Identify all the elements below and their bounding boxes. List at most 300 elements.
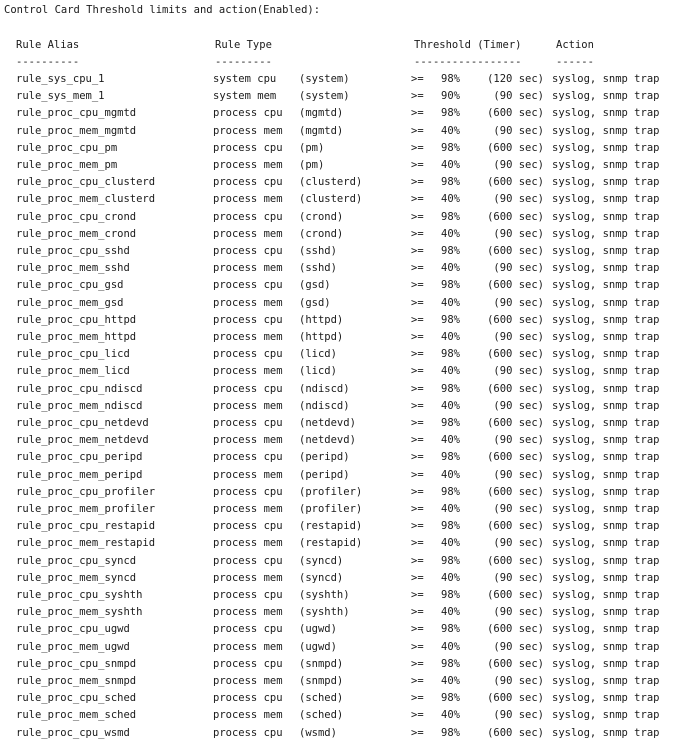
- rule-threshold-percent: 98%: [441, 176, 460, 189]
- rule-alias: rule_proc_mem_peripd: [16, 468, 143, 481]
- rule-alias: rule_proc_cpu_syncd: [16, 554, 137, 567]
- rule-process: (netdevd): [299, 417, 356, 429]
- rule-type: process cpu: [213, 417, 283, 429]
- table-row: [0, 535, 678, 552]
- table-row: [0, 346, 678, 363]
- rule-operator: >=: [411, 141, 424, 154]
- rule-alias: rule_proc_mem_pm: [16, 159, 118, 171]
- rule-process: (clusterd): [299, 193, 363, 206]
- table-row: [0, 501, 678, 518]
- rule-threshold-percent: 98%: [441, 554, 460, 567]
- rule-process: (sched): [299, 709, 344, 722]
- table-row: [0, 656, 678, 673]
- rule-type: process cpu: [213, 176, 283, 189]
- rule-type: process mem: [213, 537, 283, 550]
- rule-timer: (90 sec): [493, 503, 544, 515]
- rule-timer: (120 sec): [487, 73, 544, 85]
- rule-action: syslog, snmp trap: [552, 176, 660, 189]
- rule-type: process mem: [213, 124, 283, 137]
- rule-threshold-percent: 98%: [441, 589, 460, 601]
- rule-timer: (600 sec): [487, 726, 544, 739]
- rule-alias: rule_proc_cpu_mgmtd: [16, 107, 137, 120]
- rule-threshold-percent: 98%: [441, 520, 460, 533]
- rule-operator: >=: [411, 485, 424, 498]
- rule-timer: (90 sec): [493, 296, 544, 309]
- table-row: [0, 329, 678, 346]
- rule-process: (restapid): [299, 537, 363, 550]
- rule-timer: (90 sec): [493, 571, 544, 584]
- rule-type: process cpu: [213, 107, 283, 120]
- rule-threshold-percent: 40%: [441, 296, 460, 309]
- rule-operator: >=: [411, 451, 424, 464]
- separator-type: ---------: [215, 56, 272, 68]
- rule-timer: (90 sec): [493, 675, 544, 687]
- rule-action: syslog, snmp trap: [552, 313, 660, 326]
- rule-process: (system): [299, 73, 350, 85]
- rule-action: syslog, snmp trap: [552, 571, 660, 584]
- rule-type: process cpu: [213, 726, 283, 739]
- rule-operator: >=: [411, 90, 424, 103]
- rule-type: process mem: [213, 468, 283, 481]
- rule-threshold-percent: 40%: [441, 606, 460, 619]
- rule-threshold-percent: 98%: [441, 417, 460, 429]
- table-row: [0, 604, 678, 621]
- rule-process: (ugwd): [299, 623, 337, 636]
- rule-action: syslog, snmp trap: [552, 503, 660, 515]
- header-rule-type: Rule Type: [215, 39, 272, 51]
- rule-threshold-percent: 90%: [441, 90, 460, 103]
- rule-operator: >=: [411, 296, 424, 309]
- rule-threshold-percent: 40%: [441, 468, 460, 481]
- rule-type: process cpu: [213, 589, 283, 601]
- rule-alias: rule_proc_mem_netdevd: [16, 434, 149, 447]
- rule-action: syslog, snmp trap: [552, 141, 660, 154]
- rule-action: syslog, snmp trap: [552, 193, 660, 206]
- header-rule-alias: Rule Alias: [16, 39, 80, 51]
- rule-type: process mem: [213, 434, 283, 447]
- rule-alias: rule_proc_cpu_sshd: [16, 245, 130, 257]
- rule-threshold-percent: 98%: [441, 279, 460, 292]
- rule-process: (snmpd): [299, 657, 344, 670]
- table-row: [0, 587, 678, 604]
- rule-timer: (90 sec): [493, 537, 544, 550]
- rule-process: (sshd): [299, 262, 337, 275]
- rule-process: (crond): [299, 210, 344, 223]
- rule-type: process mem: [213, 227, 283, 240]
- table-row: [0, 123, 678, 140]
- rule-action: syslog, snmp trap: [552, 520, 660, 533]
- rule-threshold-percent: 98%: [441, 245, 460, 257]
- rule-action: syslog, snmp trap: [552, 348, 660, 361]
- rule-timer: (600 sec): [487, 348, 544, 361]
- rule-operator: >=: [411, 434, 424, 447]
- rule-operator: >=: [411, 520, 424, 533]
- rule-alias: rule_proc_cpu_httpd: [16, 313, 137, 326]
- table-row: [0, 157, 678, 174]
- rule-operator: >=: [411, 193, 424, 206]
- rule-timer: (600 sec): [487, 417, 544, 429]
- rule-action: syslog, snmp trap: [552, 399, 660, 412]
- table-row: [0, 209, 678, 226]
- rule-timer: (600 sec): [487, 451, 544, 464]
- separator-action: ------: [556, 56, 594, 68]
- rule-timer: (600 sec): [487, 623, 544, 636]
- rule-timer: (90 sec): [493, 365, 544, 378]
- rule-type: process mem: [213, 606, 283, 619]
- rule-process: (pm): [299, 159, 325, 171]
- rule-action: syslog, snmp trap: [552, 537, 660, 550]
- rule-process: (gsd): [299, 279, 331, 292]
- rule-action: syslog, snmp trap: [552, 73, 660, 85]
- rule-type: process mem: [213, 399, 283, 412]
- rule-process: (licd): [299, 348, 337, 361]
- table-row: [0, 690, 678, 707]
- table-row: [0, 467, 678, 484]
- rule-alias: rule_proc_mem_licd: [16, 365, 130, 378]
- rule-type: process mem: [213, 640, 283, 653]
- rule-threshold-percent: 40%: [441, 193, 460, 206]
- rule-threshold-percent: 98%: [441, 485, 460, 498]
- table-header: [0, 37, 678, 54]
- rule-alias: rule_proc_cpu_snmpd: [16, 657, 137, 670]
- page-title: Control Card Threshold limits and action(Enabled):: [4, 4, 321, 16]
- rule-timer: (600 sec): [487, 657, 544, 670]
- rule-threshold-percent: 98%: [441, 382, 460, 395]
- rule-type: process cpu: [213, 348, 283, 361]
- table-row: [0, 725, 678, 742]
- table-row: [0, 432, 678, 449]
- rule-type: process mem: [213, 709, 283, 722]
- rule-process: (clusterd): [299, 176, 363, 189]
- rule-threshold-percent: 40%: [441, 537, 460, 550]
- rule-operator: >=: [411, 589, 424, 601]
- table-row: [0, 105, 678, 122]
- rule-threshold-percent: 98%: [441, 73, 460, 85]
- rule-process: (ndiscd): [299, 399, 350, 412]
- table-row: [0, 295, 678, 312]
- rule-operator: >=: [411, 159, 424, 171]
- table-row: [0, 518, 678, 535]
- rule-action: syslog, snmp trap: [552, 245, 660, 257]
- rule-operator: >=: [411, 245, 424, 257]
- rule-type: process cpu: [213, 451, 283, 464]
- rule-action: syslog, snmp trap: [552, 709, 660, 722]
- rule-timer: (600 sec): [487, 692, 544, 705]
- rule-threshold-percent: 40%: [441, 124, 460, 137]
- table-row: [0, 707, 678, 724]
- table-row: [0, 226, 678, 243]
- rule-threshold-percent: 98%: [441, 623, 460, 636]
- rule-threshold-percent: 98%: [441, 107, 460, 120]
- rule-operator: >=: [411, 606, 424, 619]
- table-row: [0, 71, 678, 88]
- rule-alias: rule_proc_mem_clusterd: [16, 193, 156, 206]
- table-row: [0, 243, 678, 260]
- rule-action: syslog, snmp trap: [552, 485, 660, 498]
- rule-operator: >=: [411, 348, 424, 361]
- rule-timer: (90 sec): [493, 159, 544, 171]
- rule-timer: (90 sec): [493, 606, 544, 619]
- rule-type: process mem: [213, 571, 283, 584]
- table-row: [0, 484, 678, 501]
- rule-process: (ndiscd): [299, 382, 350, 395]
- rule-timer: (600 sec): [487, 520, 544, 533]
- separator-alias: ----------: [16, 56, 80, 68]
- rule-process: (wsmd): [299, 726, 337, 739]
- rule-alias: rule_proc_cpu_gsd: [16, 279, 124, 292]
- table-row: [0, 449, 678, 466]
- rule-action: syslog, snmp trap: [552, 623, 660, 636]
- rule-alias: rule_proc_mem_sshd: [16, 262, 130, 275]
- rule-action: syslog, snmp trap: [552, 468, 660, 481]
- rule-action: syslog, snmp trap: [552, 365, 660, 378]
- table-row: [0, 398, 678, 415]
- rule-process: (mgmtd): [299, 107, 344, 120]
- rule-action: syslog, snmp trap: [552, 434, 660, 447]
- rule-alias: rule_proc_cpu_crond: [16, 210, 137, 223]
- rule-process: (peripd): [299, 451, 350, 464]
- rule-timer: (90 sec): [493, 124, 544, 137]
- rule-threshold-percent: 98%: [441, 692, 460, 705]
- rule-process: (ugwd): [299, 640, 337, 653]
- rule-action: syslog, snmp trap: [552, 262, 660, 275]
- rule-alias: rule_proc_mem_mgmtd: [16, 124, 137, 137]
- rule-alias: rule_sys_mem_1: [16, 90, 105, 103]
- rule-type: process cpu: [213, 554, 283, 567]
- rule-alias: rule_proc_cpu_netdevd: [16, 417, 149, 429]
- rule-action: syslog, snmp trap: [552, 107, 660, 120]
- rule-timer: (90 sec): [493, 399, 544, 412]
- rule-action: syslog, snmp trap: [552, 554, 660, 567]
- rule-alias: rule_proc_cpu_wsmd: [16, 726, 130, 739]
- rule-type: process cpu: [213, 382, 283, 395]
- rule-action: syslog, snmp trap: [552, 606, 660, 619]
- rule-type: process mem: [213, 365, 283, 378]
- rule-type: process cpu: [213, 313, 283, 326]
- rule-alias: rule_proc_mem_gsd: [16, 296, 124, 309]
- rule-threshold-percent: 40%: [441, 365, 460, 378]
- header-threshold: Threshold (Timer): [414, 39, 522, 51]
- rule-process: (syshth): [299, 606, 350, 619]
- rule-process: (netdevd): [299, 434, 356, 447]
- rule-timer: (600 sec): [487, 554, 544, 567]
- table-row: [0, 621, 678, 638]
- rule-operator: >=: [411, 675, 424, 687]
- rule-timer: (90 sec): [493, 262, 544, 275]
- rule-timer: (90 sec): [493, 640, 544, 653]
- rule-alias: rule_proc_mem_ugwd: [16, 640, 130, 653]
- rule-threshold-percent: 40%: [441, 227, 460, 240]
- rule-operator: >=: [411, 657, 424, 670]
- rule-alias: rule_proc_cpu_ugwd: [16, 623, 130, 636]
- rule-operator: >=: [411, 399, 424, 412]
- rule-type: process mem: [213, 331, 283, 343]
- rule-operator: >=: [411, 623, 424, 636]
- rule-action: syslog, snmp trap: [552, 124, 660, 137]
- rule-alias: rule_proc_mem_profiler: [16, 503, 156, 515]
- rule-alias: rule_proc_cpu_peripd: [16, 451, 143, 464]
- rule-process: (restapid): [299, 520, 363, 533]
- rule-operator: >=: [411, 571, 424, 584]
- rule-type: process cpu: [213, 657, 283, 670]
- table-row: [0, 639, 678, 656]
- rule-process: (licd): [299, 365, 337, 378]
- rule-timer: (90 sec): [493, 331, 544, 343]
- rule-timer: (600 sec): [487, 589, 544, 601]
- rule-threshold-percent: 98%: [441, 657, 460, 670]
- rule-timer: (90 sec): [493, 90, 544, 103]
- rule-process: (httpd): [299, 331, 344, 343]
- rule-alias: rule_proc_cpu_restapid: [16, 520, 156, 533]
- rule-operator: >=: [411, 417, 424, 429]
- rule-process: (syncd): [299, 571, 344, 584]
- rule-process: (profiler): [299, 485, 363, 498]
- rule-process: (profiler): [299, 503, 363, 515]
- rule-operator: >=: [411, 227, 424, 240]
- rule-action: syslog, snmp trap: [552, 640, 660, 653]
- rule-alias: rule_proc_mem_snmpd: [16, 675, 137, 687]
- rule-action: syslog, snmp trap: [552, 90, 660, 103]
- rule-process: (mgmtd): [299, 124, 344, 137]
- rule-type: process mem: [213, 503, 283, 515]
- rule-timer: (600 sec): [487, 210, 544, 223]
- rule-timer: (600 sec): [487, 485, 544, 498]
- rule-alias: rule_sys_cpu_1: [16, 73, 105, 85]
- rule-threshold-percent: 98%: [441, 210, 460, 223]
- rule-threshold-percent: 40%: [441, 434, 460, 447]
- rule-operator: >=: [411, 365, 424, 378]
- rule-threshold-percent: 98%: [441, 313, 460, 326]
- rule-alias: rule_proc_cpu_profiler: [16, 485, 156, 498]
- rule-process: (peripd): [299, 468, 350, 481]
- table-row: [0, 381, 678, 398]
- rule-threshold-percent: 40%: [441, 159, 460, 171]
- rule-action: syslog, snmp trap: [552, 382, 660, 395]
- rule-operator: >=: [411, 262, 424, 275]
- rule-threshold-percent: 40%: [441, 503, 460, 515]
- rule-process: (system): [299, 90, 350, 103]
- rule-threshold-percent: 40%: [441, 399, 460, 412]
- rule-process: (syncd): [299, 554, 344, 567]
- rule-type: process cpu: [213, 210, 283, 223]
- rule-threshold-percent: 40%: [441, 331, 460, 343]
- rule-alias: rule_proc_cpu_ndiscd: [16, 382, 143, 395]
- rule-type: process cpu: [213, 520, 283, 533]
- rule-alias: rule_proc_mem_httpd: [16, 331, 137, 343]
- rule-type: system cpu: [213, 73, 277, 85]
- rule-timer: (90 sec): [493, 193, 544, 206]
- header-action: Action: [556, 39, 594, 51]
- rule-process: (httpd): [299, 313, 344, 326]
- rule-threshold-percent: 40%: [441, 262, 460, 275]
- rule-operator: >=: [411, 176, 424, 189]
- rule-process: (sched): [299, 692, 344, 705]
- rule-action: syslog, snmp trap: [552, 279, 660, 292]
- rule-timer: (600 sec): [487, 176, 544, 189]
- rule-operator: >=: [411, 279, 424, 292]
- table-row: [0, 312, 678, 329]
- table-row: [0, 415, 678, 432]
- rule-type: process cpu: [213, 485, 283, 498]
- rule-operator: >=: [411, 468, 424, 481]
- rule-type: process cpu: [213, 141, 283, 154]
- rule-operator: >=: [411, 692, 424, 705]
- rule-process: (syshth): [299, 589, 350, 601]
- rule-operator: >=: [411, 107, 424, 120]
- rule-alias: rule_proc_cpu_syshth: [16, 589, 143, 601]
- rule-timer: (600 sec): [487, 141, 544, 154]
- rule-threshold-percent: 40%: [441, 571, 460, 584]
- rule-alias: rule_proc_cpu_sched: [16, 692, 137, 705]
- rule-alias: rule_proc_mem_syshth: [16, 606, 143, 619]
- rule-operator: >=: [411, 382, 424, 395]
- rule-operator: >=: [411, 640, 424, 653]
- rule-operator: >=: [411, 73, 424, 85]
- rule-action: syslog, snmp trap: [552, 331, 660, 343]
- rule-operator: >=: [411, 331, 424, 343]
- rule-timer: (90 sec): [493, 434, 544, 447]
- rule-type: process mem: [213, 193, 283, 206]
- rule-timer: (600 sec): [487, 245, 544, 257]
- rule-timer: (600 sec): [487, 107, 544, 120]
- rule-action: syslog, snmp trap: [552, 675, 660, 687]
- rule-type: process cpu: [213, 245, 283, 257]
- table-row: [0, 673, 678, 690]
- rule-operator: >=: [411, 210, 424, 223]
- rule-action: syslog, snmp trap: [552, 451, 660, 464]
- rule-timer: (600 sec): [487, 382, 544, 395]
- rule-threshold-percent: 40%: [441, 709, 460, 722]
- rule-threshold-percent: 98%: [441, 141, 460, 154]
- rule-action: syslog, snmp trap: [552, 210, 660, 223]
- table-row: [0, 140, 678, 157]
- rule-action: syslog, snmp trap: [552, 726, 660, 739]
- rule-type: process mem: [213, 296, 283, 309]
- rule-process: (sshd): [299, 245, 337, 257]
- rule-type: process cpu: [213, 279, 283, 292]
- rule-timer: (90 sec): [493, 468, 544, 481]
- rule-operator: >=: [411, 503, 424, 515]
- header-separator: [0, 54, 678, 71]
- rule-action: syslog, snmp trap: [552, 417, 660, 429]
- rule-alias: rule_proc_mem_syncd: [16, 571, 137, 584]
- rule-alias: rule_proc_mem_ndiscd: [16, 399, 143, 412]
- table-row: [0, 88, 678, 105]
- rule-alias: rule_proc_cpu_clusterd: [16, 176, 156, 189]
- rule-process: (gsd): [299, 296, 331, 309]
- rule-operator: >=: [411, 537, 424, 550]
- rule-type: process mem: [213, 159, 283, 171]
- rule-type: process cpu: [213, 692, 283, 705]
- rule-timer: (90 sec): [493, 709, 544, 722]
- rule-operator: >=: [411, 709, 424, 722]
- rule-operator: >=: [411, 313, 424, 326]
- rule-alias: rule_proc_mem_crond: [16, 227, 137, 240]
- rule-process: (crond): [299, 227, 344, 240]
- rule-alias: rule_proc_cpu_pm: [16, 141, 118, 154]
- table-row: [0, 174, 678, 191]
- rule-action: syslog, snmp trap: [552, 227, 660, 240]
- rule-threshold-percent: 98%: [441, 348, 460, 361]
- table-row: [0, 363, 678, 380]
- rule-type: process mem: [213, 262, 283, 275]
- rule-alias: rule_proc_mem_restapid: [16, 537, 156, 550]
- rule-threshold-percent: 98%: [441, 726, 460, 739]
- rule-process: (snmpd): [299, 675, 344, 687]
- rule-action: syslog, snmp trap: [552, 589, 660, 601]
- rule-timer: (90 sec): [493, 227, 544, 240]
- rule-action: syslog, snmp trap: [552, 159, 660, 171]
